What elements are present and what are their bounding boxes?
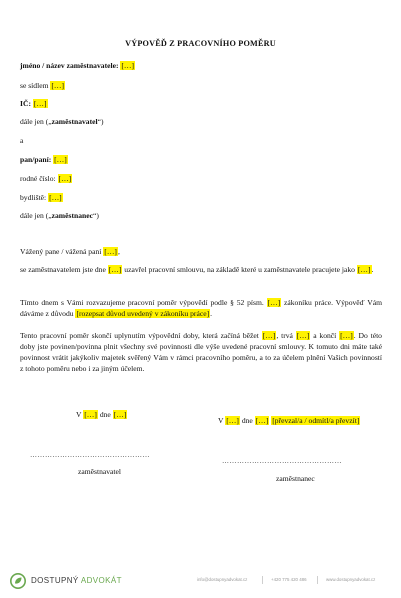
sig-right-date-label: dne: [241, 416, 253, 425]
employee-alias-prefix: dále jen („: [20, 211, 52, 220]
signature-right-caption: zaměstnanec: [276, 474, 315, 483]
employer-name-placeholder[interactable]: […]: [121, 61, 135, 70]
employee-birth-placeholder[interactable]: […]: [58, 174, 72, 183]
p3-text-b: , trvá: [276, 331, 293, 340]
sig-right-place-placeholder[interactable]: […]: [226, 416, 239, 425]
salutation-placeholder[interactable]: […]: [104, 247, 117, 256]
salutation-comma: ,: [117, 247, 120, 256]
brand-name: [31, 575, 122, 587]
employee-alias-line: [20, 210, 99, 221]
employee-alias: zaměstnanec: [51, 211, 93, 220]
brand-logo[interactable]: [10, 572, 122, 590]
sig-right-date-placeholder[interactable]: […]: [255, 416, 269, 425]
brand-first: DOSTUPNÝ: [31, 576, 79, 586]
p1-text-c: .: [371, 265, 374, 274]
brand-second: ADVOKÁT: [80, 576, 122, 586]
employer-seat-placeholder[interactable]: […]: [51, 81, 65, 90]
sig-right-receipt-placeholder[interactable]: [převzal/a / odmítl/a převzít]: [272, 416, 360, 425]
p3-text-a: Tento pracovní poměr skončí uplynutím výpovědní doby, která začíná běžet: [20, 331, 259, 340]
salutation-text: Vážený pane / vážená paní: [20, 247, 102, 256]
paragraph-notice-period: [20, 330, 382, 374]
employee-residence-line: [20, 192, 63, 203]
salutation: [20, 246, 120, 257]
signature-left-line: …………………………………………: [30, 451, 150, 459]
p1-position-placeholder[interactable]: […]: [357, 265, 371, 274]
employer-ico-placeholder[interactable]: […]: [33, 99, 47, 108]
p2-text-c: .: [210, 309, 213, 318]
document-title: VÝPOVĚĎ Z PRACOVNÍHO POMĚRU: [125, 39, 276, 48]
footer-phone[interactable]: +420 775 420 486: [271, 577, 307, 582]
footer-divider-2: [317, 576, 318, 584]
employer-ico-label: IČ:: [20, 99, 31, 108]
employee-alias-suffix: “): [92, 211, 99, 220]
employer-name-line: [20, 60, 135, 71]
signature-left-place-date: [76, 409, 127, 420]
employer-seat-line: [20, 80, 65, 91]
employee-birth-line: [20, 173, 72, 184]
signature-right-place-date: [218, 415, 360, 426]
employee-residence-label: bydliště:: [20, 193, 47, 202]
employer-ico-line: [20, 98, 48, 109]
footer-email[interactable]: info@dostupnyadvokat.cz: [197, 577, 248, 582]
employer-alias: zaměstnavatel: [51, 117, 98, 126]
footer-web[interactable]: www.dostupnyadvokat.cz: [326, 577, 376, 582]
p2-text-b: zákoníku práce. Výpověď Vám dáváme z důvodu: [20, 298, 382, 318]
footer: [0, 565, 401, 598]
p3-text-c: a končí: [313, 331, 337, 340]
footer-divider-1: [262, 576, 263, 584]
p1-text-a: se zaměstnavatelem jste dne: [20, 265, 106, 274]
signature-left-caption: zaměstnavatel: [78, 467, 122, 476]
sig-left-place-placeholder[interactable]: […]: [84, 410, 97, 419]
p3-end-placeholder[interactable]: […]: [340, 331, 353, 340]
signature-right-line: …………………………………………: [222, 457, 342, 465]
employee-birth-label: rodné číslo:: [20, 174, 56, 183]
leaf-circle-icon: [10, 573, 26, 589]
sig-left-date-label: dne: [99, 410, 111, 419]
employee-name-line: [20, 154, 68, 165]
p2-reason-placeholder[interactable]: [rozepsat důvod uvedený v zákoníku práce]: [76, 309, 210, 318]
employer-alias-line: [20, 116, 104, 127]
p2-letter-placeholder[interactable]: […]: [267, 298, 281, 307]
employee-name-placeholder[interactable]: […]: [54, 155, 67, 164]
p3-duration-placeholder[interactable]: […]: [296, 331, 310, 340]
employer-alias-prefix: dále jen („: [20, 117, 52, 126]
employer-name-label: jméno / název zaměstnavatele:: [20, 61, 119, 70]
employee-residence-placeholder[interactable]: […]: [49, 193, 62, 202]
p3-text-d: . Do této doby jste povinen/povinna plnit všechny své povinnosti dle výše uvedené pracovní smlouvy. K tomuto dni máte také povinnost vrátit jakýkoliv majetek svěřený Vám v rámci pracovního poměru, a to za účelem plnění Vašich povinností z tohoto poměru nebo i za jiným účelem.: [20, 331, 382, 373]
sig-left-date-placeholder[interactable]: […]: [113, 410, 127, 419]
paragraph-termination: [20, 297, 382, 319]
conjunction: a: [20, 136, 24, 145]
employer-alias-suffix: “): [97, 117, 104, 126]
p2-text-a: Tímto dnem s Vámi rozvazujeme pracovní poměr výpovědí podle § 52 písm.: [20, 298, 264, 307]
paragraph-contract: [20, 264, 382, 275]
sig-left-v: V: [76, 410, 82, 419]
p1-text-b: uzavřel pracovní smlouvu, na základě které u zaměstnavatele pracujete jako: [124, 265, 355, 274]
employee-name-label: pan/paní:: [20, 155, 52, 164]
p1-date-placeholder[interactable]: […]: [108, 265, 122, 274]
sig-right-v: V: [218, 416, 224, 425]
p3-start-placeholder[interactable]: […]: [262, 331, 276, 340]
employer-seat-label: se sídlem: [20, 81, 49, 90]
